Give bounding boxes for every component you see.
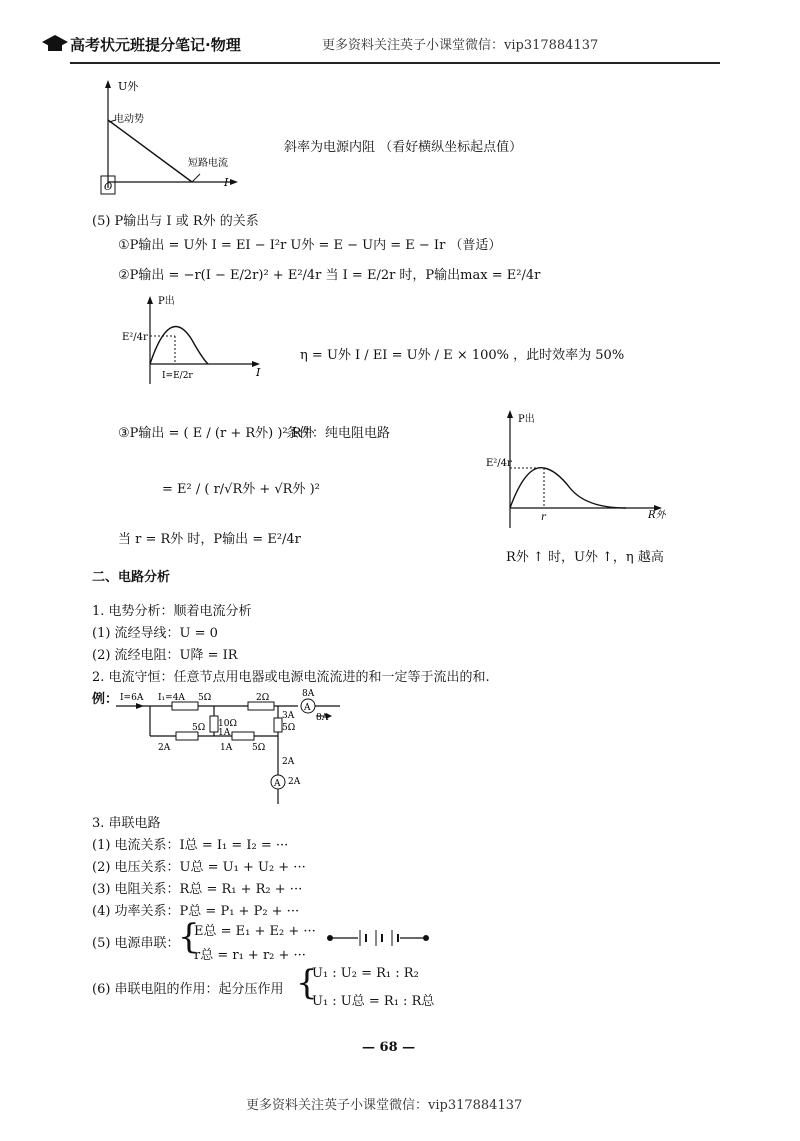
sec2-s6: (6) 串联电阻的作用：起分压作用 bbox=[92, 982, 284, 997]
sec5-formula-3: ③P输出 = ( E / (r + R外) )² R外 bbox=[118, 426, 315, 441]
sec2-s5b: r总 = r₁ + r₂ + ··· bbox=[194, 948, 306, 963]
graph3-x-mark: r bbox=[541, 512, 546, 523]
circuit-a3: 3A bbox=[282, 711, 295, 721]
sec2-s1: (1) 电流关系：I总 = I₁ = I₂ = ··· bbox=[92, 838, 289, 853]
graph2-y-label: P出 bbox=[158, 296, 175, 307]
graph1-origin: O bbox=[104, 182, 113, 193]
graph2-x-label: I bbox=[256, 366, 261, 379]
sec2-p1b: (2) 流经电阻：U降 = IR bbox=[92, 648, 238, 663]
header-watermark: 更多资料关注英子小课堂微信：vip317884137 bbox=[322, 38, 599, 53]
graph2-x-mark: I=E/2r bbox=[162, 371, 193, 381]
graph1-x-label: I bbox=[224, 176, 229, 189]
circuit-r10: 10Ω bbox=[218, 719, 237, 729]
circuit-a8-top: 8A bbox=[302, 689, 315, 699]
circuit-a2d: 2A bbox=[282, 757, 295, 767]
graph3-y-label: P出 bbox=[518, 414, 535, 425]
graph-u-i bbox=[92, 78, 242, 198]
sec2-s5a: E总 = E₁ + E₂ + ··· bbox=[194, 924, 316, 939]
ammeter-top-label: A bbox=[304, 703, 311, 713]
resistor-5a bbox=[172, 702, 198, 710]
sec5-formula-2: ②P输出 = −r(I − E/2r)² + E²/4r 当 I = E/2r 时，P输出max = E²/4r bbox=[118, 268, 541, 283]
resistor-5v bbox=[274, 718, 282, 732]
graph3-x-label: R外 bbox=[648, 510, 666, 521]
graph3-peak-label: E²/4r bbox=[486, 458, 512, 469]
circuit-r2: 2Ω bbox=[256, 693, 270, 703]
sec5-formula-3c: 当 r = R外 时，P输出 = E²/4r bbox=[118, 532, 301, 547]
cap-icon bbox=[40, 32, 70, 56]
resistor-5b bbox=[176, 732, 198, 740]
sec5-note: R外 ↑ 时，U外 ↑，η 越高 bbox=[506, 550, 664, 565]
sec5-formula-1: ①P输出 = U外 I = EI − I²r U外 = E − U内 = E − Ir （普适） bbox=[118, 238, 502, 253]
circuit-a1v: 1A bbox=[218, 728, 231, 738]
resistor-2 bbox=[248, 702, 274, 710]
sec2-s5: (5) 电源串联： bbox=[92, 936, 180, 951]
circuit-a1b: 1A bbox=[220, 743, 233, 753]
circuit-r5b: 5Ω bbox=[192, 723, 206, 733]
sec5-formula-3b: = E² / ( r/√R外 + √R外 )² bbox=[162, 482, 320, 497]
graph-p-i bbox=[120, 294, 270, 386]
ammeter-bottom-label: A bbox=[274, 779, 281, 789]
circuit-r5a: 5Ω bbox=[198, 693, 212, 703]
brace-s5: { bbox=[178, 917, 200, 957]
sec5-heading: (5) P输出与 I 或 R外 的关系 bbox=[92, 214, 259, 229]
page-number: — 68 — bbox=[362, 1040, 416, 1055]
circuit-a2l: 2A bbox=[158, 743, 171, 753]
sec2-s2: (2) 电压关系：U总 = U₁ + U₂ + ··· bbox=[92, 860, 306, 875]
sec2-p1a: (1) 流经导线：U = 0 bbox=[92, 626, 218, 641]
circuit-diagram bbox=[114, 688, 344, 806]
circuit-a8: 8A bbox=[316, 713, 329, 723]
graph2-peak-label: E²/4r bbox=[122, 332, 148, 343]
footer-watermark: 更多资料关注英子小课堂微信：vip317884137 bbox=[246, 1098, 523, 1113]
circuit-r5c: 5Ω bbox=[252, 743, 266, 753]
brace-s6: { bbox=[296, 963, 318, 1003]
circuit-r5v: 5Ω bbox=[282, 723, 296, 733]
sec2-s6a: U₁ : U₂ = R₁ : R₂ bbox=[312, 966, 419, 981]
battery-series-symbol bbox=[326, 928, 432, 948]
graph1-y-label: U外 bbox=[118, 80, 139, 93]
graph1-short-label: 短路电流 bbox=[188, 158, 228, 169]
sec2-s3: (3) 电阻关系：R总 = R₁ + R₂ + ··· bbox=[92, 882, 303, 897]
resistor-10 bbox=[210, 716, 218, 732]
header-divider bbox=[70, 62, 720, 64]
sec2-p2: 2. 电流守恒：任意节点用电器或电源电流流进的和一定等于流出的和. bbox=[92, 670, 490, 685]
sec2-p1: 1. 电势分析：顺着电流分析 bbox=[92, 604, 252, 619]
sec5-condition: 条件：纯电阻电路 bbox=[286, 426, 391, 441]
graph1-emf-label: 电动势 bbox=[114, 114, 144, 125]
sec2-s4: (4) 功率关系：P总 = P₁ + P₂ + ··· bbox=[92, 904, 300, 919]
sec2-heading: 二、电路分析 bbox=[92, 570, 171, 585]
header-logo bbox=[40, 32, 70, 60]
sec5-efficiency: η = U外 I / EI = U外 / E × 100% ，此时效率为 50% bbox=[300, 348, 625, 363]
sec2-p3: 3. 串联电路 bbox=[92, 816, 161, 831]
header-title: 高考状元班提分笔记·物理 bbox=[70, 36, 241, 54]
circuit-i: I=6A bbox=[120, 693, 144, 703]
graph-p-r bbox=[486, 408, 676, 532]
sec2-example: 例： bbox=[92, 692, 119, 707]
resistor-5c bbox=[232, 732, 254, 740]
graph1-note: 斜率为电源内阻 （看好横纵坐标起点值） bbox=[284, 140, 523, 155]
circuit-i1: I₁=4A bbox=[158, 693, 185, 703]
sec2-s6b: U₁ : U总 = R₁ : R总 bbox=[312, 994, 435, 1009]
circuit-a2m: 2A bbox=[288, 777, 301, 787]
